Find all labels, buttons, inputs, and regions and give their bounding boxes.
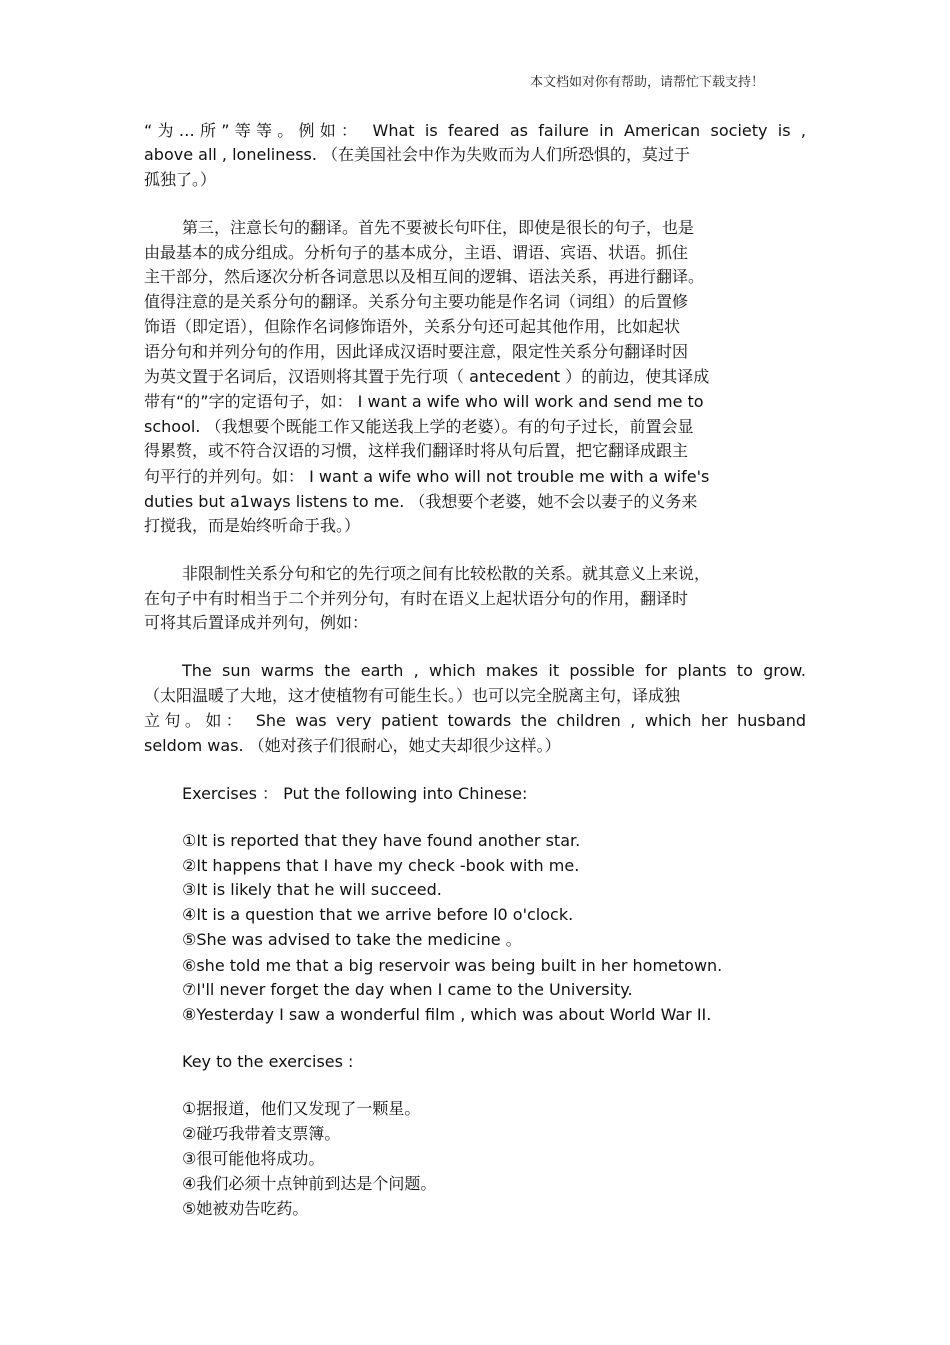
list-item: ③很可能他将成功。 <box>182 1149 325 1168</box>
text-line: 主干部分，然后逐次分析各词意思以及相互间的逻辑、语法关系，再进行翻译。 <box>144 267 705 286</box>
text-line: 得累赘，或不符合汉语的习惯，这样我们翻译时将从句后置，把它翻译成跟主 <box>144 441 689 460</box>
text-line: 第三，注意长句的翻译。首先不要被长句吓住，即使是很长的句子，也是 <box>182 218 695 237</box>
text-line: seldom was. （她对孩子们很耐心，她丈夫却很少这样。） <box>144 736 561 755</box>
text-line: school. （我想要个既能工作又能送我上学的老婆）。有的句子过长，前置会显 <box>144 417 694 436</box>
text-line: 饰语（即定语），但除作名词修饰语外，关系分句还可起其他作用，比如起状 <box>144 317 681 336</box>
text-line: 非限制性关系分句和它的先行项之间有比较松散的关系。就其意义上来说， <box>182 564 711 583</box>
text-line: 打搅我，而是始终听命于我。） <box>144 516 361 535</box>
list-item: ②It happens that I have my check -book with me. <box>182 856 580 875</box>
text-line: 为英文置于名词后，汉语则将其置于先行项（ antecedent ）的前边，使其译成 <box>144 367 710 386</box>
list-item: ⑦I'll never forget the day when I came to the University. <box>182 980 633 999</box>
text-line: 可将其后置译成并列句，例如： <box>144 613 369 632</box>
list-item: ⑤She was advised to take the medicine 。 <box>182 930 522 949</box>
list-item: ⑧Yesterday I saw a wonderful film , which was about World War II. <box>182 1005 712 1024</box>
text-line: 由最基本的成分组成。分析句子的基本成分，主语、谓语、宾语、状语。抓住 <box>144 243 689 262</box>
text-line: The sun warms the earth , which makes it possible for plants to grow. <box>182 661 806 680</box>
text-line: 带有“的”字的定语句子，如： I want a wife who will work and send me to <box>144 392 704 411</box>
text-line: 在句子中有时相当于二个并列分句，有时在语义上起状语分句的作用，翻译时 <box>144 589 689 608</box>
key-heading: Key to the exercises : <box>182 1052 354 1071</box>
header-note: 本文档如对你有帮助，请帮忙下载支持！ <box>529 75 764 90</box>
list-item: ④It is a question that we arrive before l0 o'clock. <box>182 905 574 924</box>
text-line: （太阳温暖了大地，这才使植物有可能生长。）也可以完全脱离主句，译成独 <box>144 686 681 705</box>
list-item: ①据报道，他们又发现了一颗星。 <box>182 1099 421 1118</box>
text-line: above all , loneliness. （在美国社会中作为失败而为人们所恐惧的，莫过于 <box>144 145 691 164</box>
text-line: 孤独了。） <box>144 170 217 189</box>
text-line: 句平行的并列句。如： I want a wife who will not trouble me with a wife's <box>144 467 710 486</box>
list-item: ④我们必须十点钟前到达是个问题。 <box>182 1174 437 1193</box>
text-line: 值得注意的是关系分句的翻译。关系分句主要功能是作名词（词组）的后置修 <box>144 292 689 311</box>
list-item: ①It is reported that they have found another star. <box>182 831 581 850</box>
text-line: 立句。如： She was very patient towards the children , which her husband <box>144 711 806 730</box>
exercises-heading: Exercises ： Put the following into Chinese: <box>182 784 528 803</box>
list-item: ⑥she told me that a big reservoir was being built in her hometown. <box>182 956 723 975</box>
text-line: 语分句和并列分句的作用，因此译成汉语时要注意，限定性关系分句翻译时因 <box>144 342 689 361</box>
text-line: duties but a1ways listens to me. （我想要个老婆，她不会以妻子的义务来 <box>144 492 698 511</box>
text-line: “为…所”等等。例如： What is feared as failure in American society is , <box>144 121 806 140</box>
list-item: ②碰巧我带着支票簿。 <box>182 1124 341 1143</box>
list-item: ⑤她被劝告吃药。 <box>182 1199 309 1218</box>
list-item: ③It is likely that he will succeed. <box>182 880 442 899</box>
